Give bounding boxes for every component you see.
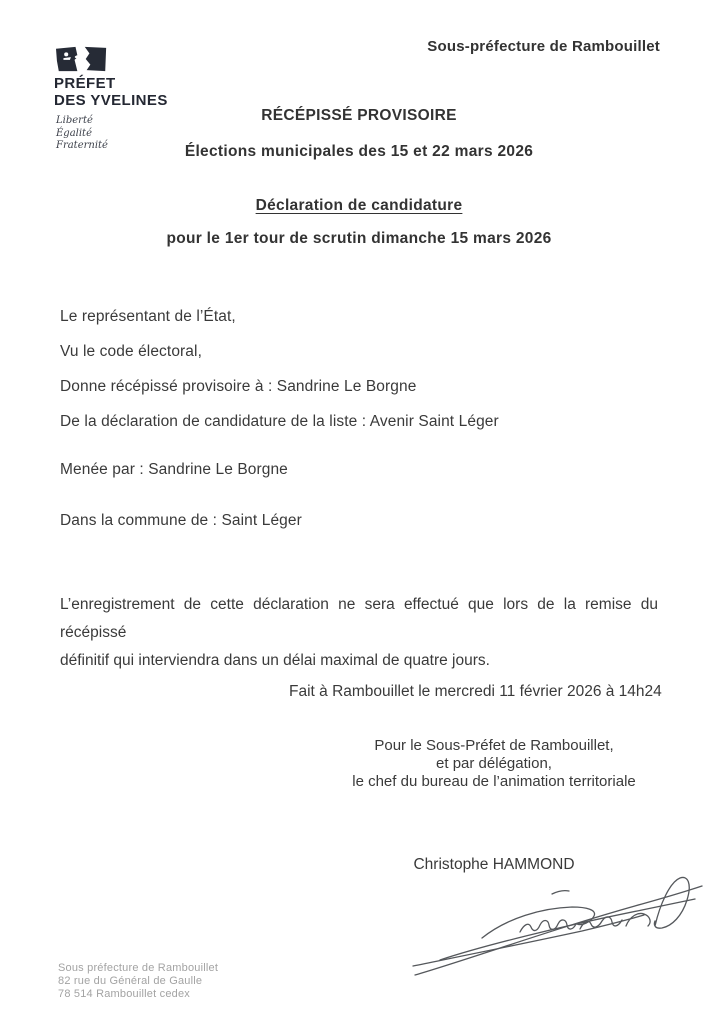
logo-title [54,75,214,109]
footer-line3: 78 514 Rambouillet cedex [58,988,190,1000]
delegation-line2: et par délégation, [436,755,552,772]
title-elections: Élections municipales des 15 et 22 mars 2026 [184,143,534,160]
body-menee-par: Menée par : Sandrine Le Borgne [60,461,288,478]
dateline: Fait à Rambouillet le mercredi 11 février 2026 à 14h24 [289,683,662,700]
footer-address [58,962,218,1001]
delegation-block [308,737,680,791]
office-name: Sous-préfecture de Rambouillet [427,38,660,55]
title-recepisse: RÉCÉPISSÉ PROVISOIRE [261,107,457,124]
handwritten-signature [412,874,707,982]
body-recepisse-provisoire: Donne récépissé provisoire à : Sandrine Le Borgne [60,378,417,395]
motto-fraternite: Fraternité [56,140,108,151]
paragraph-line1: L’enregistrement de cette déclaration ne sera effectué que lors de la remise du récépissé [60,596,658,641]
body-commune: Dans la commune de : Saint Léger [60,512,302,529]
delegation-line3: le chef du bureau de l’animation territoriale [352,773,636,790]
title-declaration: Déclaration de candidature [255,197,463,214]
logo-title-line1: PRÉFET [54,75,116,92]
prefecture-logo-block [54,46,214,153]
body-liste: De la déclaration de candidature de la liste : Avenir Saint Léger [60,413,499,430]
motto-liberte: Liberté [56,115,93,126]
paragraph-line2: définitif qui interviendra dans un délai maximal de quatre jours. [60,652,490,669]
body-representant: Le représentant de l’État, [60,308,236,325]
signatory-name: Christophe HAMMOND [413,856,575,873]
body-code-electoral: Vu le code électoral, [60,343,202,360]
motto-egalite: Égalité [56,127,92,139]
logo-title-line2: DES YVELINES [54,92,168,109]
marianne-flag-icon [54,46,110,72]
footer-line1: Sous préfecture de Rambouillet [58,962,219,974]
footer-line2: 82 rue du Général de Gaulle [58,975,203,987]
delegation-line1: Pour le Sous-Préfet de Rambouillet, [374,737,614,754]
body-paragraph [60,591,658,675]
title-first-round: pour le 1er tour de scrutin dimanche 15 mars 2026 [166,230,552,247]
